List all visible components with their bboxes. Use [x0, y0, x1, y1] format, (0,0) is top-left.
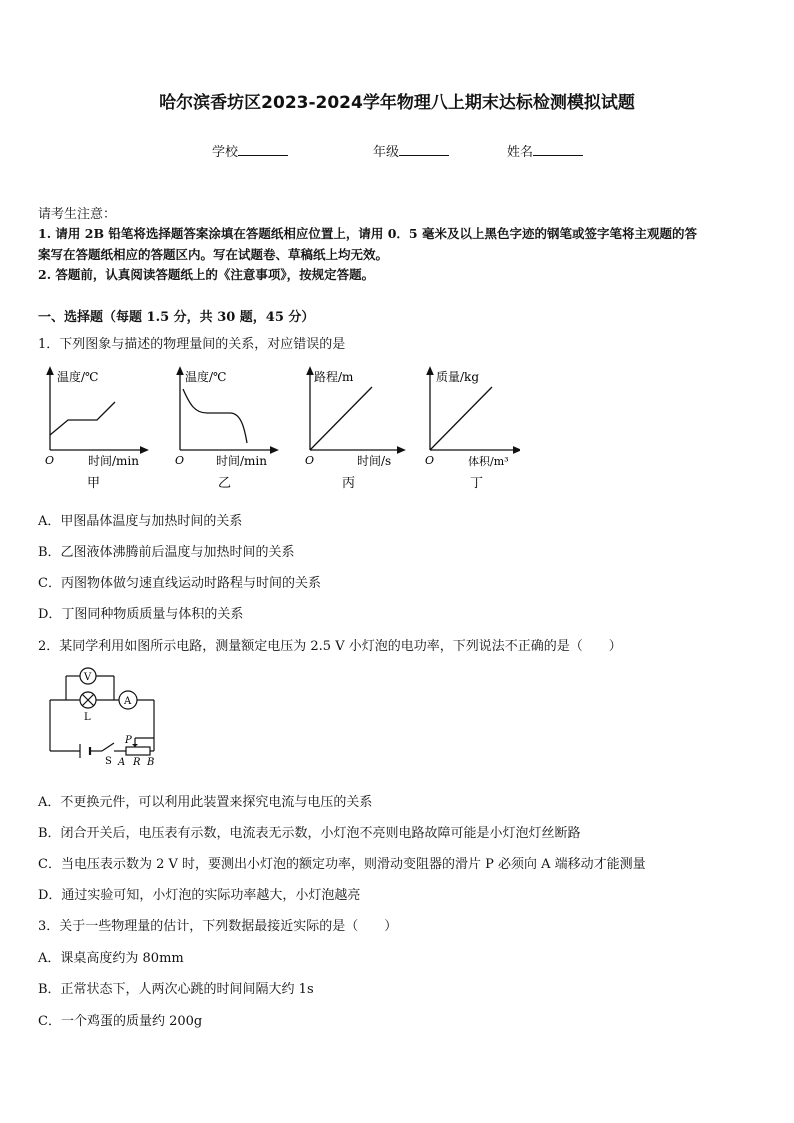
school-field[interactable] [212, 141, 288, 160]
question-3-stem: 3．关于一些物理量的估计，下列数据最接近实际的是（ ） [38, 919, 398, 934]
graph-ding-ylabel: 质量/kg [436, 370, 479, 384]
rheostat-end-b-label: B [147, 757, 155, 768]
question-2-option-a[interactable]: A．不更换元件，可以利用此装置来探究电流与电压的关系 [38, 795, 373, 810]
graph-jia-ylabel: 温度/℃ [57, 370, 99, 384]
question-2-option-b[interactable]: B．闭合开关后，电压表有示数，电流表无示数，小灯泡不亮则电路故障可能是小灯泡灯丝断路 [38, 826, 581, 841]
name-blank[interactable] [533, 143, 583, 156]
switch-lever [102, 743, 114, 751]
grade-blank[interactable] [399, 143, 449, 156]
graph-jia-origin: O [45, 454, 55, 467]
graph-ding-origin: O [425, 454, 435, 467]
graph-bing-caption: 丙 [342, 476, 356, 491]
grade-field[interactable] [373, 141, 449, 160]
graph-bing [305, 370, 402, 491]
graph-ding-line [430, 387, 492, 450]
grade-label: 年级 [373, 145, 400, 160]
lamp-symbol [80, 692, 96, 708]
lamp-label: L [84, 712, 91, 723]
graph-yi-ylabel: 温度/℃ [185, 370, 227, 384]
voltmeter-label: V [84, 672, 92, 683]
ammeter-label: A [124, 696, 132, 707]
graph-ding-xlabel: 体积/m³ [468, 455, 509, 468]
switch-label: S [105, 756, 112, 767]
graph-bing-line [310, 387, 372, 450]
graph-ding-caption: 丁 [470, 476, 484, 491]
graph-yi-curve [183, 389, 247, 443]
name-field[interactable] [507, 141, 583, 160]
school-label: 学校 [212, 145, 239, 160]
rheostat-label: R [133, 757, 141, 768]
graph-yi-caption: 乙 [218, 476, 232, 491]
page-title: 哈尔滨香坊区2023-2024学年物理八上期末达标检测模拟试题 [159, 93, 635, 113]
notice-item-2: 2. 答题前，认真阅读答题纸上的《注意事项》，按规定答题。 [38, 267, 375, 282]
graph-jia-caption: 甲 [87, 476, 101, 491]
name-label: 姓名 [507, 145, 534, 160]
graph-bing-origin: O [305, 454, 315, 467]
question-2-stem: 2．某同学利用如图所示电路，测量额定电压为 2.5 V 小灯泡的电功率，下列说法不正确的是（ ） [38, 639, 622, 654]
question-1-option-c[interactable]: C．丙图物体做匀速直线运动时路程与时间的关系 [38, 576, 321, 591]
question-3-option-a[interactable]: A．课桌高度约为 80mm [38, 951, 184, 966]
notice-heading: 请考生注意： [38, 207, 117, 222]
question-3-option-b[interactable]: B．正常状态下，人两次心跳的时间间隔大约 1s [38, 982, 314, 997]
notice-item-1-line-2: 案写在答题纸相应的答题区内。写在试题卷、草稿纸上均无效。 [38, 247, 389, 262]
slider-label: P [125, 735, 132, 746]
graph-yi-origin: O [175, 454, 185, 467]
question-1-option-d[interactable]: D．丁图同种物质质量与体积的关系 [38, 607, 244, 622]
question-1-graphs [40, 365, 520, 495]
school-blank[interactable] [238, 143, 288, 156]
graph-ding [425, 369, 518, 491]
graph-jia [45, 369, 145, 491]
question-1-stem: 1．下列图象与描述的物理量间的关系，对应错误的是 [38, 337, 346, 352]
graph-yi [175, 369, 275, 491]
circuit-diagram [44, 666, 164, 770]
rheostat-body [126, 747, 150, 755]
rheostat-end-a-label: A [118, 757, 126, 768]
graph-jia-xlabel: 时间/min [88, 454, 139, 468]
question-1-option-b[interactable]: B．乙图液体沸腾前后温度与加热时间的关系 [38, 545, 295, 560]
graph-jia-curve [50, 402, 115, 435]
question-2-option-c[interactable]: C．当电压表示数为 2 V 时，要测出小灯泡的额定功率，则滑动变阻器的滑片 P 必须向 A 端移动才能测量 [38, 857, 646, 872]
notice-item-1-line-1: 1. 请用 2B 铅笔将选择题答案涂填在答题纸相应位置上，请用 0．5 毫米及以上黑色字迹的钢笔或签字笔将主观题的答 [38, 226, 697, 241]
section-heading: 一、选择题（每题 1.5 分，共 30 题，45 分） [38, 310, 315, 325]
graph-bing-ylabel: 路程/m [314, 370, 354, 384]
graph-yi-xlabel: 时间/min [216, 454, 267, 468]
question-2-option-d[interactable]: D．通过实验可知，小灯泡的实际功率越大，小灯泡越亮 [38, 888, 361, 903]
question-3-option-c[interactable]: C．一个鸡蛋的质量约 200g [38, 1014, 203, 1029]
graph-bing-xlabel: 时间/s [357, 454, 392, 468]
question-1-option-a[interactable]: A．甲图晶体温度与加热时间的关系 [38, 514, 243, 529]
